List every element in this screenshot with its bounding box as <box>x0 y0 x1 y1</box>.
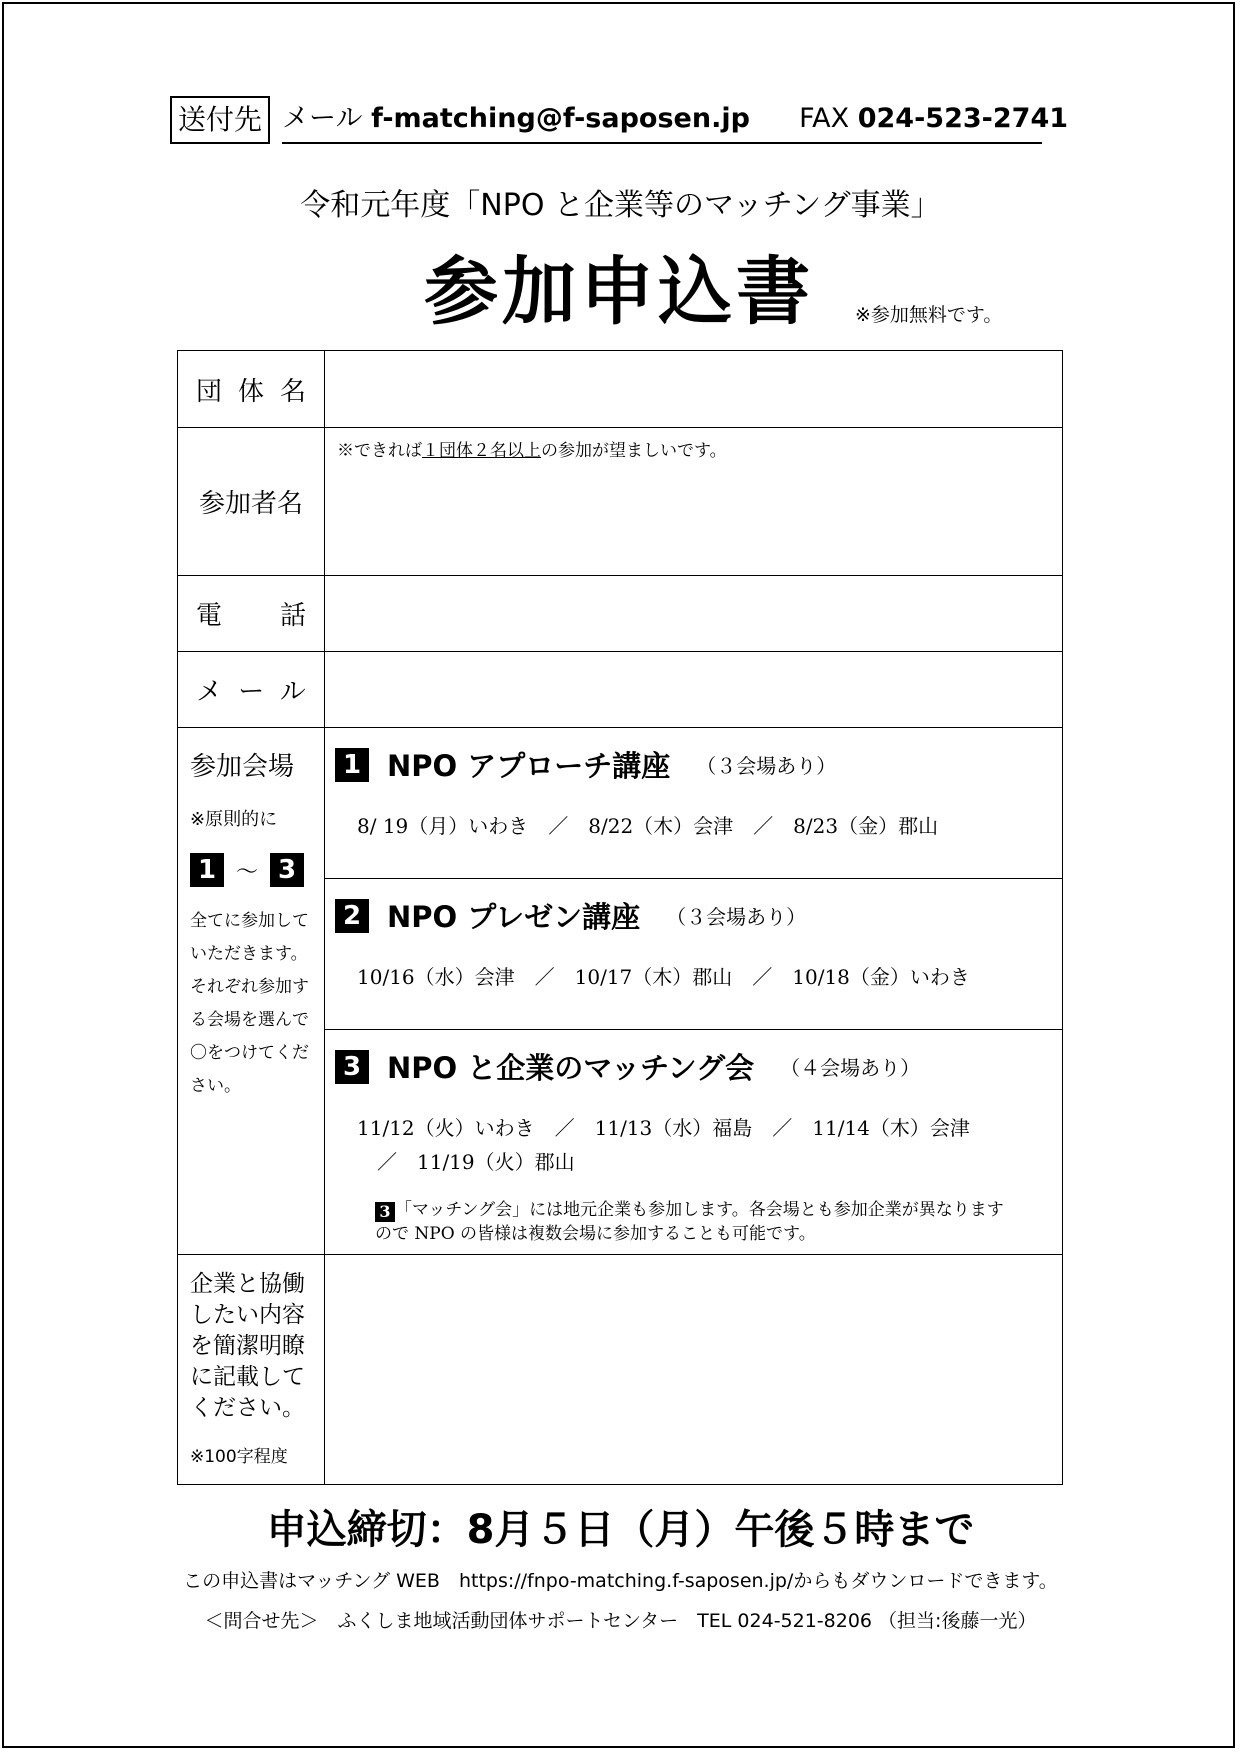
mail-address[interactable]: f-matching@f-saposen.jp <box>371 103 750 134</box>
participants-input-field[interactable] <box>325 428 1063 576</box>
free-note: ※参加無料です。 <box>855 304 1003 326</box>
collab-input-field[interactable] <box>325 1255 1063 1485</box>
session-2-number: 2 <box>335 899 369 933</box>
collab-label: 企業と協働したい内容を簡潔明瞭に記載してください。 <box>190 1271 305 1421</box>
download-note: この申込書はマッチング WEB https://fnpo-matching.f-saposen.jp/からもダウンロードできます。 <box>183 1570 1058 1592</box>
session-1-name: NPO アプローチ講座 <box>387 749 671 783</box>
session-2-count: （３会場あり） <box>666 905 807 929</box>
mail-input-field[interactable] <box>325 652 1063 728</box>
venue-range <box>190 853 314 887</box>
collab-limit: ※100字程度 <box>190 1447 288 1467</box>
venue-general-note: ※原則的に <box>190 809 278 830</box>
participants-note: ※できれば１団体２名以上の参加が望ましいです。 <box>337 441 727 461</box>
collab-label-cell <box>178 1255 325 1485</box>
matching-note: 3 「マッチング会」には地元企業も参加します。各会場とも参加企業が異なりますので NPO の皆様は複数会場に参加することも可能です。 <box>375 1200 1004 1244</box>
session-1-count: （３会場あり） <box>696 754 837 778</box>
fax-label: FAX <box>799 103 850 134</box>
fax-number: 024-523-2741 <box>857 103 1069 134</box>
session-3-count: （４会場あり） <box>780 1056 921 1080</box>
number-1-badge: 1 <box>190 853 224 887</box>
session-2 <box>325 879 1062 1030</box>
session-3 <box>325 1030 1062 1254</box>
venue-label: 参加会場 <box>190 752 295 782</box>
tilde: ～ <box>236 859 259 885</box>
session-3-name: NPO と企業のマッチング会 <box>387 1051 755 1085</box>
deadline: 申込締切：8月５日（月）午後５時まで <box>266 1507 975 1553</box>
send-to-label: 送付先 <box>170 96 270 144</box>
venue-sessions <box>325 728 1063 1255</box>
org-label: 団体名 <box>178 351 325 428</box>
send-to-contacts <box>282 98 1069 144</box>
phone-label: 電 話 <box>178 576 325 652</box>
session-2-name: NPO プレゼン講座 <box>387 900 641 934</box>
page-subtitle: 令和元年度「NPO と企業等のマッチング事業」 <box>300 188 941 223</box>
mail-label: メール <box>282 103 363 134</box>
phone-input-field[interactable] <box>325 576 1063 652</box>
contact-note: ＜問合せ先＞ ふくしま地域活動団体サポートセンター TEL 024-521-8206 （担当:後藤一光） <box>204 1610 1037 1632</box>
venue-instructions: 全てに参加していただきます。それぞれ参加する会場を選んで〇をつけてください。 <box>190 911 309 1096</box>
send-to-line <box>170 96 1069 146</box>
matching-note-number: 3 <box>375 1202 395 1222</box>
session-2-dates[interactable]: 10/16（水）会津 ／ 10/17（木）郡山 ／ 10/18（金）いわき <box>357 965 970 989</box>
page-title: 参加申込書 <box>424 249 814 335</box>
mail-label-cell: メール <box>178 652 325 728</box>
session-1-number: 1 <box>335 748 369 782</box>
session-3-dates-2[interactable]: ／ 11/19（火）郡山 <box>377 1150 575 1174</box>
application-form <box>177 350 1063 1485</box>
participants-label: 参加者名 <box>178 428 325 576</box>
number-3-badge: 3 <box>270 853 304 887</box>
session-1-dates[interactable]: 8/ 19（月）いわき ／ 8/22（木）会津 ／ 8/23（金）郡山 <box>357 814 939 838</box>
session-3-dates[interactable]: 11/12（火）いわき ／ 11/13（水）福島 ／ 11/14（木）会津 <box>357 1116 970 1140</box>
session-1 <box>325 728 1062 879</box>
session-3-number: 3 <box>335 1050 369 1084</box>
org-input-field[interactable] <box>325 351 1063 428</box>
venue-label-cell <box>178 728 325 1255</box>
